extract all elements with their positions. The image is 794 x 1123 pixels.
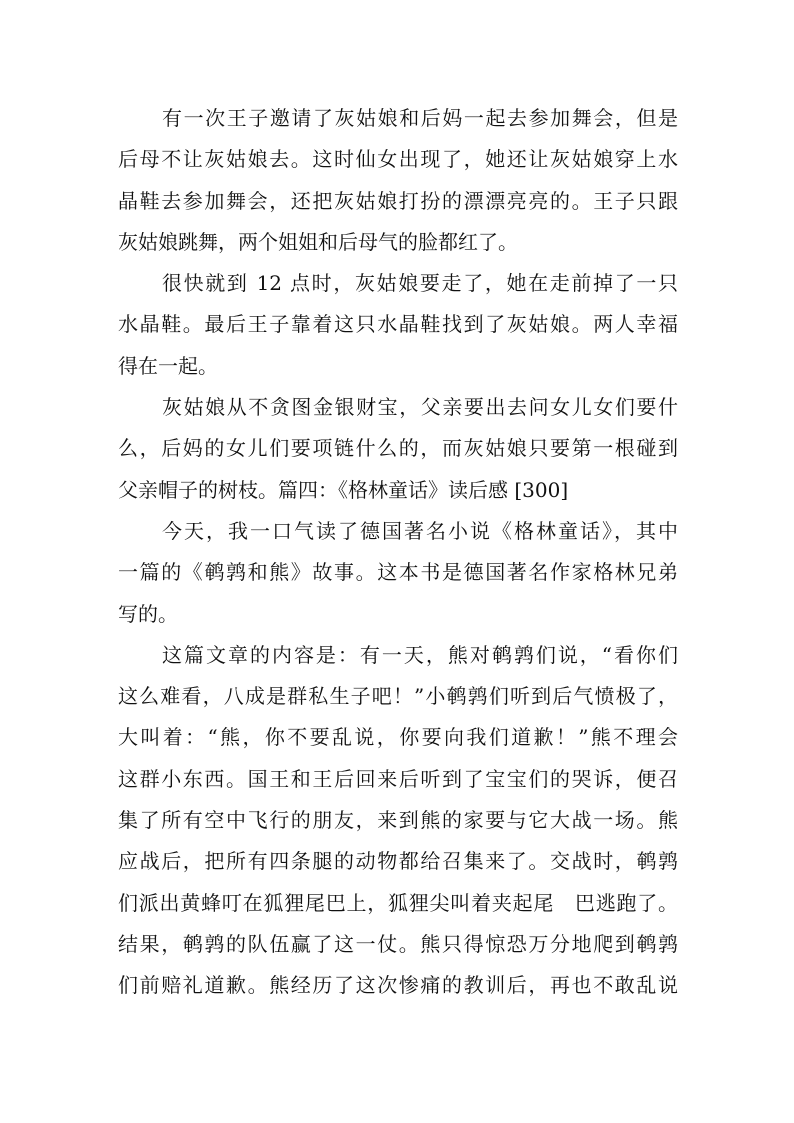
text-line: 这群小东西。国王和王后回来后听到了宝宝们的哭诉，便召 bbox=[118, 766, 678, 791]
text-line: 得在一起。 bbox=[118, 353, 218, 378]
text-line: 很快就到 12 点时，灰姑娘要走了，她在走前掉了一只 bbox=[162, 271, 678, 296]
text-line: 们派出黄蜂叮在狐狸尾巴上，狐狸尖叫着夹起尾 巴逃跑了。 bbox=[118, 890, 678, 915]
text-line: 写的。 bbox=[118, 601, 178, 626]
text-line: 晶鞋去参加舞会，还把灰姑娘打扮的漂漂亮亮的。王子只跟 bbox=[118, 188, 678, 213]
text-line: 应战后，把所有四条腿的动物都给召集来了。交战时，鹌鹑 bbox=[118, 849, 678, 874]
text-line: 灰姑娘从不贪图金银财宝，父亲要出去问女儿女们要什 bbox=[162, 395, 678, 420]
text-line: 集了所有空中飞行的朋友，来到熊的家要与它大战一场。熊 bbox=[118, 808, 678, 833]
text-line: 水晶鞋。最后王子靠着这只水晶鞋找到了灰姑娘。两人幸福 bbox=[118, 312, 678, 337]
text-line: 父亲帽子的树枝。篇四：《格林童话》读后感 [300] bbox=[118, 477, 569, 502]
text-line: 今天，我一口气读了德国著名小说《格林童话》，其中 bbox=[162, 518, 678, 543]
text-line: 一篇的《鹌鹑和熊》故事。这本书是德国著名作家格林兄弟 bbox=[118, 560, 678, 585]
text-line: 们前赔礼道歉。熊经历了这次惨痛的教训后，再也不敢乱说 bbox=[118, 973, 678, 998]
text-line: 灰姑娘跳舞，两个姐姐和后母气的脸都红了。 bbox=[118, 229, 518, 254]
text-line: 结果，鹌鹑的队伍赢了这一仗。熊只得惊恐万分地爬到鹌鹑 bbox=[118, 931, 678, 956]
text-line: 后母不让灰姑娘去。这时仙女出现了，她还让灰姑娘穿上水 bbox=[118, 147, 678, 172]
document-body bbox=[118, 98, 678, 1007]
text-line: 这么难看，八成是群私生子吧！”小鹌鹑们听到后气愤极了， bbox=[118, 684, 678, 709]
text-line: 大叫着：“熊，你不要乱说，你要向我们道歉！”熊不理会 bbox=[118, 725, 678, 750]
text-line: 这篇文章的内容是：有一天，熊对鹌鹑们说，“看你们 bbox=[162, 642, 678, 667]
text-line: 么，后妈的女儿们要项链什么的，而灰姑娘只要第一根碰到 bbox=[118, 436, 678, 461]
text-line: 有一次王子邀请了灰姑娘和后妈一起去参加舞会，但是 bbox=[162, 106, 678, 130]
